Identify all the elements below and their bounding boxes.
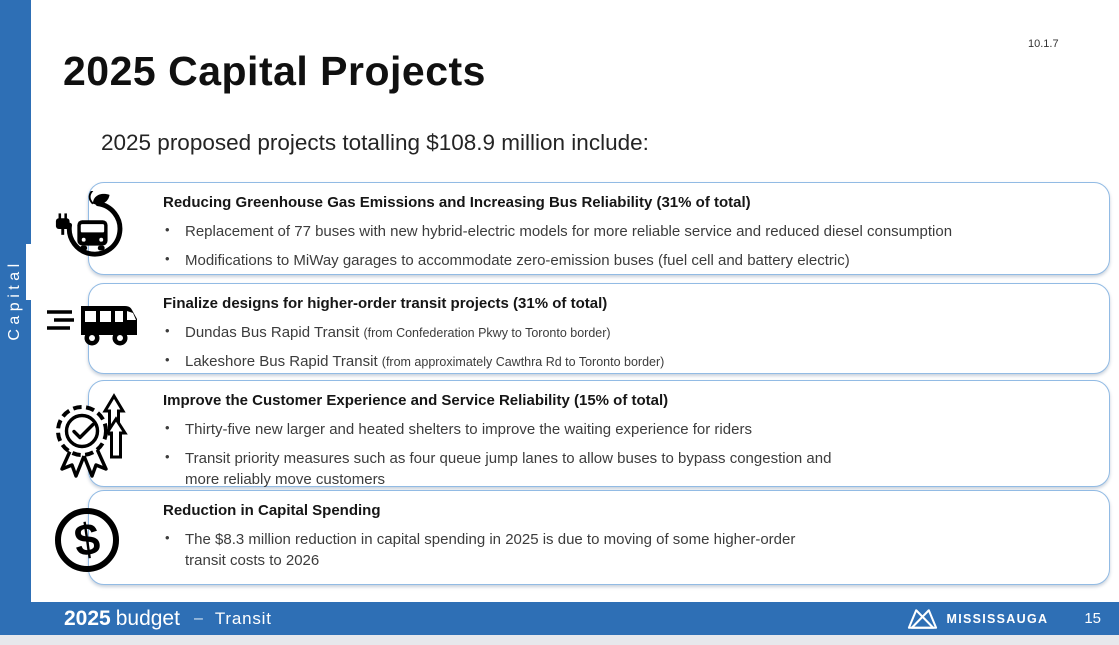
section-reference: 10.1.7	[1028, 38, 1059, 50]
mississauga-wordmark: MISSISSAUGA	[946, 611, 1049, 626]
card-capital-spending-reduction	[88, 490, 1110, 585]
quality-improvement-icon	[47, 389, 136, 482]
express-bus-icon	[45, 301, 142, 353]
sidebar-label: Capital	[6, 259, 23, 341]
card-heading: Reduction in Capital Spending	[163, 502, 381, 519]
card-heading: Improve the Customer Experience and Service Reliability (15% of total)	[163, 392, 669, 409]
bullet-item	[163, 529, 813, 572]
card-higher-order-transit	[88, 283, 1110, 374]
hybrid-electric-bus-icon	[52, 191, 130, 267]
bullet-item	[163, 250, 1093, 271]
bullet-item	[163, 419, 1093, 440]
bullet-note: (from Confederation Pkwy to Toronto border)	[363, 325, 611, 340]
page-title: 2025 Capital Projects	[63, 48, 486, 94]
bullet-note: (from approximately Cawthra Rd to Toronto border)	[381, 355, 665, 370]
svg-text:$: $	[70, 512, 103, 567]
card-customer-experience	[88, 380, 1110, 487]
mississauga-logo-icon	[906, 607, 939, 631]
bullet-text: Dundas Bus Rapid Transit	[185, 323, 360, 341]
card-heading: Reducing Greenhouse Gas Emissions and Increasing Bus Reliability (31% of total)	[163, 194, 751, 211]
footer-separator: –	[193, 609, 203, 627]
bullet-item	[163, 322, 1093, 343]
bullet-text: Lakeshore Bus Rapid Transit	[185, 353, 378, 371]
bullet-item	[163, 221, 1093, 242]
slide-subtitle: 2025 proposed projects totalling $108.9 million include:	[101, 130, 649, 155]
bullet-text: Replacement of 77 buses with new hybrid-electric models for more reliable service and reduced diesel consumption	[185, 222, 953, 240]
bottom-strip	[0, 635, 1119, 645]
bullet-text: Thirty-five new larger and heated shelters to improve the waiting experience for riders	[185, 420, 752, 438]
footer-brand-year: 2025	[64, 606, 111, 630]
footer-brand-word: budget	[115, 606, 180, 630]
page-number: 15	[1084, 610, 1101, 627]
card-ghg-bus-reliability	[88, 182, 1110, 275]
footer-bar	[0, 602, 1119, 635]
bullet-item	[163, 448, 833, 491]
sidebar-tab-marker	[26, 244, 32, 300]
bullet-text: Modifications to MiWay garages to accommodate zero-emission buses (fuel cell and battery electric)	[185, 252, 850, 270]
dollar-icon	[51, 504, 123, 576]
footer-section-label: Transit	[214, 608, 272, 628]
bullet-text: The $8.3 million reduction in capital spending in 2025 is due to moving of some higher-order transit costs to 2026	[185, 530, 796, 570]
bullet-item	[163, 351, 1093, 372]
card-heading: Finalize designs for higher-order transit projects (31% of total)	[163, 295, 608, 312]
bullet-text: Transit priority measures such as four queue jump lanes to allow buses to bypass congestion and more reliably move customers	[185, 450, 832, 489]
